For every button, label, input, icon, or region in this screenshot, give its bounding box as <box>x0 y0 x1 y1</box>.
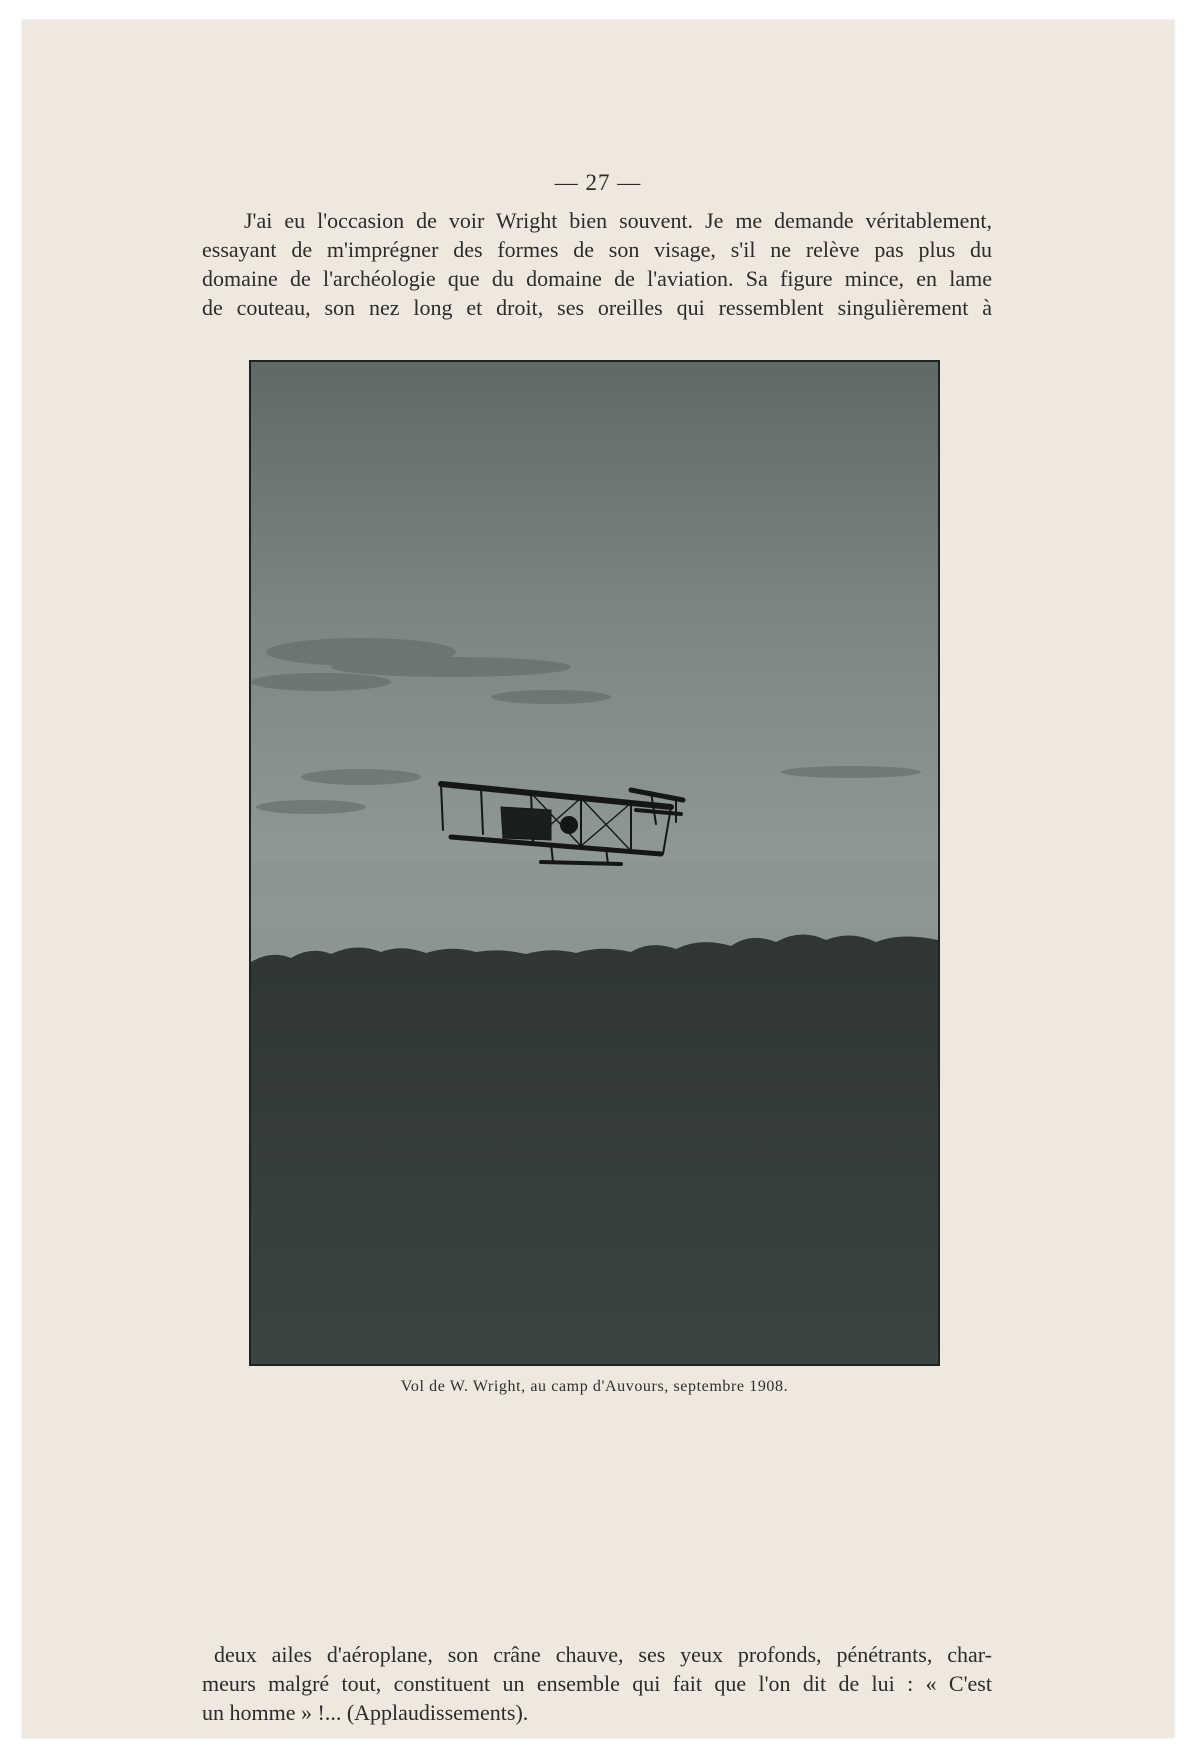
text-line: meurs malgré tout, constituent un ensemble qui fait que l'on dit de lui : « C'est <box>202 1671 992 1696</box>
paragraph-bottom <box>202 1640 992 1727</box>
photo-illustration <box>251 362 938 1364</box>
tree-line <box>251 934 938 1364</box>
text-line: essayant de m'imprégner des formes de son visage, s'il ne relève pas plus du <box>202 237 992 262</box>
document-page <box>22 20 1174 1738</box>
text-line: de couteau, son nez long et droit, ses oreilles qui ressemblent singulièrement à <box>202 295 992 320</box>
figure-caption: Vol de W. Wright, au camp d'Auvours, septembre 1908. <box>400 1378 789 1395</box>
photograph-wright-biplane <box>249 360 940 1366</box>
text-line: deux ailes d'aéroplane, son crâne chauve, ses yeux profonds, pénétrants, char- <box>214 1642 992 1667</box>
text-line: domaine de l'archéologie que du domaine de l'aviation. Sa figure mince, en lame <box>202 266 992 291</box>
text-line: un homme » !... (Applaudissements). <box>202 1700 529 1725</box>
text-line: J'ai eu l'occasion de voir Wright bien souvent. Je me demande véritablement, <box>244 208 992 233</box>
paragraph-top <box>202 206 992 322</box>
page-number: — 27 — <box>554 170 642 195</box>
